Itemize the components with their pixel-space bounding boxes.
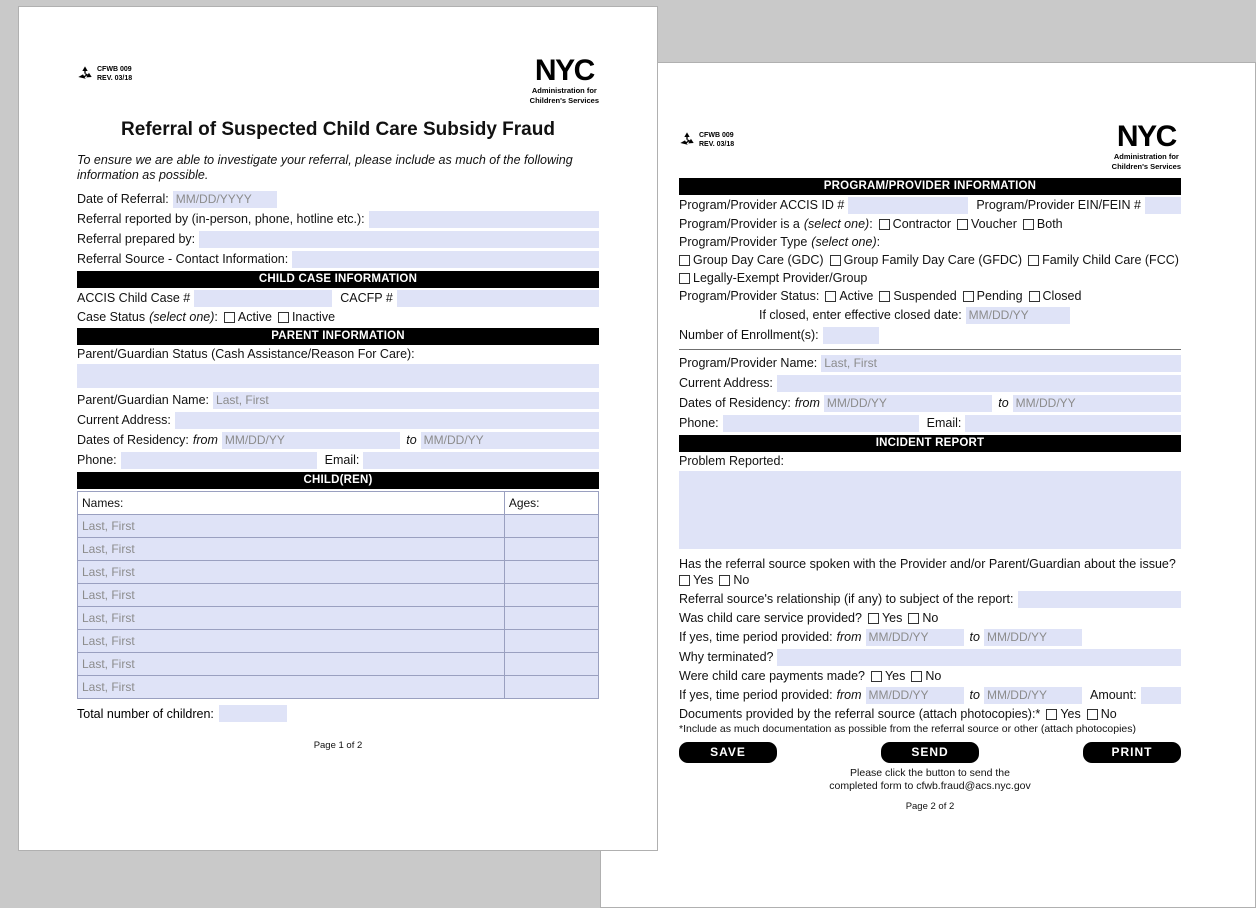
provider-type-colon: : <box>876 235 881 249</box>
provider-type-note: (select one) <box>811 235 877 249</box>
parent-email-input[interactable] <box>363 452 599 469</box>
row-date-of-referral <box>77 191 599 208</box>
why-terminated-input[interactable] <box>777 649 1181 666</box>
row-prepared-by <box>77 231 599 248</box>
section-parent-information: PARENT INFORMATION <box>77 328 599 345</box>
closed-date-input[interactable]: MM/DD/YY <box>966 307 1070 324</box>
row-source-contact <box>77 251 599 268</box>
time-period-1-from-input[interactable]: MM/DD/YY <box>866 629 964 646</box>
label-service-no: No <box>922 611 939 625</box>
label-documents-yes: Yes <box>1060 707 1081 721</box>
checkbox-contractor[interactable] <box>879 219 890 230</box>
child-name-input[interactable]: Last, First <box>78 584 505 607</box>
provider-is-a-label: Program/Provider is a <box>679 217 800 231</box>
date-of-referral-input[interactable]: MM/DD/YYYY <box>173 191 277 208</box>
case-status-label: Case Status <box>77 310 146 324</box>
child-age-input[interactable] <box>504 676 598 699</box>
enrollments-input[interactable] <box>823 327 879 344</box>
form-id-line2: REV. 03/18 <box>699 141 735 148</box>
table-row <box>78 584 599 607</box>
send-instructions-line2: completed form to cfwb.fraud@acs.nyc.gov <box>829 780 1031 792</box>
row-why-terminated <box>679 649 1181 666</box>
prepared-by-label: Referral prepared by: <box>77 232 196 246</box>
documents-provided-label: Documents provided by the referral source (attach photocopies):* <box>679 707 1041 721</box>
child-age-input[interactable] <box>504 561 598 584</box>
recycle-icon <box>77 65 93 81</box>
problem-reported-label: Problem Reported: <box>679 454 784 468</box>
table-header-row <box>78 492 599 515</box>
label-payments-no: No <box>925 669 942 683</box>
child-name-input[interactable]: Last, First <box>78 653 505 676</box>
service-provided-label: Was child care service provided? <box>679 611 862 625</box>
page2-footer: Page 2 of 2 <box>905 801 955 812</box>
intro-text: To ensure we are able to investigate your referral, please include as much of the following information as possible. <box>77 153 573 182</box>
checkbox-status-active[interactable] <box>825 291 836 302</box>
payments-made-label: Were child care payments made? <box>679 669 865 683</box>
action-buttons <box>679 742 1181 763</box>
row-case-status <box>77 310 599 325</box>
child-age-input[interactable] <box>504 607 598 630</box>
child-age-input[interactable] <box>504 515 598 538</box>
label-fcc: Family Child Care (FCC) <box>1042 253 1179 267</box>
time-period-2-to-label: to <box>969 688 980 702</box>
checkbox-case-inactive[interactable] <box>278 312 289 323</box>
checkbox-payments-no[interactable] <box>911 671 922 682</box>
row-relationship <box>679 591 1181 608</box>
checkbox-documents-no[interactable] <box>1087 709 1098 720</box>
column-header-names: Names: <box>78 492 505 515</box>
provider-type-label: Program/Provider Type <box>679 235 808 249</box>
row-reported-by <box>77 211 599 228</box>
parent-name-label: Parent/Guardian Name: <box>77 393 210 407</box>
nyc-wordmark: NYC <box>1116 120 1176 153</box>
documents-footnote: *Include as much documentation as possible from the referral source or other (attach photocopies) <box>679 723 1136 735</box>
nyc-sub-line2: Children's Services <box>1111 162 1181 171</box>
parent-residency-to-input[interactable]: MM/DD/YY <box>421 432 599 449</box>
spoken-with-provider-label: Has the referral source spoken with the Provider and/or Parent/Guardian about the issue? <box>679 557 1176 571</box>
nyc-logo-page2 <box>1111 120 1181 171</box>
child-name-input[interactable]: Last, First <box>78 630 505 653</box>
provider-status-label: Program/Provider Status: <box>679 289 820 303</box>
child-age-input[interactable] <box>504 653 598 676</box>
nyc-sub-line1: Administration for <box>531 86 597 95</box>
nyc-logo-page1 <box>529 54 599 105</box>
date-of-referral-label: Date of Referral: <box>77 192 169 206</box>
program-accis-label: Program/Provider ACCIS ID # <box>679 198 845 212</box>
table-row <box>78 630 599 653</box>
provider-residency-to-input[interactable]: MM/DD/YY <box>1013 395 1181 412</box>
checkbox-gdc[interactable] <box>679 255 690 266</box>
reported-by-input[interactable] <box>369 211 599 228</box>
provider-name-label: Program/Provider Name: <box>679 356 818 370</box>
parent-email-label: Email: <box>324 453 360 467</box>
parent-name-input[interactable]: Last, First <box>213 392 599 409</box>
checkbox-documents-yes[interactable] <box>1046 709 1057 720</box>
row-service-provided <box>679 611 1181 626</box>
send-instructions <box>679 767 1181 793</box>
parent-address-label: Current Address: <box>77 413 171 427</box>
time-period-2-to-input[interactable]: MM/DD/YY <box>984 687 1082 704</box>
nyc-sub-line2: Children's Services <box>529 96 599 105</box>
row-provider-status <box>679 289 1181 304</box>
time-period-1-to-label: to <box>969 630 980 644</box>
parent-residency-to-label: to <box>406 433 417 447</box>
checkbox-gfdc[interactable] <box>830 255 841 266</box>
provider-email-input[interactable] <box>965 415 1181 432</box>
row-time-period-1 <box>679 629 1181 646</box>
cacfp-input[interactable] <box>397 290 599 307</box>
checkbox-status-suspended[interactable] <box>879 291 890 302</box>
row-spoken-label <box>679 557 1181 572</box>
checkbox-both[interactable] <box>1023 219 1034 230</box>
form-id-page1 <box>97 65 132 83</box>
nyc-wordmark: NYC <box>534 54 594 87</box>
provider-email-label: Email: <box>926 416 962 430</box>
label-spoken-no: No <box>733 573 750 587</box>
child-name-input[interactable]: Last, First <box>78 515 505 538</box>
row-provider-type-options-1 <box>679 253 1181 268</box>
checkbox-status-pending[interactable] <box>963 291 974 302</box>
row-provider-phone-email <box>679 415 1181 432</box>
section-program-provider: PROGRAM/PROVIDER INFORMATION <box>679 178 1181 195</box>
parent-residency-from-input[interactable]: MM/DD/YY <box>222 432 400 449</box>
checkbox-spoken-yes[interactable] <box>679 575 690 586</box>
problem-reported-textarea[interactable] <box>679 471 1181 549</box>
label-legally-exempt: Legally-Exempt Provider/Group <box>693 271 868 285</box>
label-both: Both <box>1036 217 1063 231</box>
parent-phone-input[interactable] <box>121 452 317 469</box>
time-period-1-from-label: from <box>836 630 862 644</box>
label-gdc: Group Day Care (GDC) <box>693 253 824 267</box>
program-ein-label: Program/Provider EIN/FEIN # <box>976 198 1141 212</box>
table-row <box>78 607 599 630</box>
nyc-sub-line1: Administration for <box>1113 152 1179 161</box>
row-parent-name <box>77 392 599 409</box>
row-provider-type-label <box>679 235 1181 250</box>
closed-date-label: If closed, enter effective closed date: <box>759 308 962 322</box>
program-accis-input[interactable] <box>848 197 968 214</box>
row-time-period-2 <box>679 687 1181 704</box>
table-row <box>78 515 599 538</box>
table-row <box>78 676 599 699</box>
reported-by-label: Referral reported by (in-person, phone, hotline etc.): <box>77 212 365 226</box>
label-status-suspended: Suspended <box>893 289 957 303</box>
label-voucher: Voucher <box>971 217 1017 231</box>
page1-header <box>77 54 599 109</box>
checkbox-case-active[interactable] <box>224 312 235 323</box>
time-period-label-1: If yes, time period provided: <box>679 630 833 644</box>
form-page-2 <box>600 62 1256 908</box>
time-period-2-from-label: from <box>836 688 862 702</box>
row-payments-made <box>679 669 1181 684</box>
row-accis-ein <box>679 197 1181 214</box>
why-terminated-label: Why terminated? <box>679 650 774 664</box>
total-children-input[interactable] <box>219 705 287 722</box>
row-provider-is-a <box>679 217 1181 232</box>
parent-status-label: Parent/Guardian Status (Cash Assistance/Reason For Care): <box>77 347 415 361</box>
checkbox-fcc[interactable] <box>1028 255 1039 266</box>
section-incident-report: INCIDENT REPORT <box>679 435 1181 452</box>
amount-input[interactable] <box>1141 687 1181 704</box>
page-title: Referral of Suspected Child Care Subsidy Fraud <box>121 119 555 140</box>
row-parent-status-label <box>77 347 599 362</box>
form-id-line1: CFWB 009 <box>97 66 132 73</box>
time-period-1-to-input[interactable]: MM/DD/YY <box>984 629 1082 646</box>
provider-is-a-note: (select one) <box>803 217 870 231</box>
column-header-ages: Ages: <box>504 492 598 515</box>
child-name-input[interactable]: Last, First <box>78 607 505 630</box>
provider-name-input[interactable]: Last, First <box>821 355 1181 372</box>
parent-address-input[interactable] <box>175 412 599 429</box>
label-status-closed: Closed <box>1042 289 1082 303</box>
label-documents-no: No <box>1100 707 1117 721</box>
child-age-input[interactable] <box>504 630 598 653</box>
case-status-colon: : <box>214 310 218 324</box>
source-contact-label: Referral Source - Contact Information: <box>77 252 289 266</box>
enrollments-label: Number of Enrollment(s): <box>679 328 819 342</box>
provider-residency-from-label: from <box>794 396 820 410</box>
checkbox-status-closed[interactable] <box>1029 291 1040 302</box>
section-children: CHILD(REN) <box>77 472 599 489</box>
relationship-label: Referral source's relationship (if any) to subject of the report: <box>679 592 1014 606</box>
provider-phone-label: Phone: <box>679 416 719 430</box>
row-provider-name <box>679 355 1181 372</box>
row-total-children <box>77 705 599 722</box>
table-row <box>78 653 599 676</box>
provider-address-input[interactable] <box>777 375 1181 392</box>
print-button[interactable]: PRINT <box>1083 742 1181 763</box>
form-id-page2 <box>699 131 734 149</box>
provider-address-label: Current Address: <box>679 376 773 390</box>
row-spoken-options <box>679 573 1181 588</box>
section-child-case-information: CHILD CASE INFORMATION <box>77 271 599 288</box>
child-name-input[interactable]: Last, First <box>78 561 505 584</box>
row-closed-date <box>679 307 1181 324</box>
source-contact-input[interactable] <box>292 251 599 268</box>
children-table <box>77 491 599 699</box>
row-parent-residency <box>77 432 599 449</box>
save-button[interactable]: SAVE <box>679 742 777 763</box>
checkbox-service-no[interactable] <box>908 613 919 624</box>
parent-residency-label: Dates of Residency: <box>77 433 189 447</box>
label-status-pending: Pending <box>976 289 1023 303</box>
parent-phone-label: Phone: <box>77 453 117 467</box>
checkbox-payments-yes[interactable] <box>871 671 882 682</box>
child-name-input[interactable]: Last, First <box>78 538 505 561</box>
parent-residency-from-label: from <box>192 433 218 447</box>
accis-child-case-label: ACCIS Child Case # <box>77 291 191 305</box>
page2-header <box>679 120 1181 175</box>
recycle-icon <box>679 131 695 147</box>
row-documents-provided <box>679 707 1181 722</box>
row-parent-address <box>77 412 599 429</box>
form-id-line1: CFWB 009 <box>699 132 734 139</box>
accis-child-case-input[interactable] <box>194 290 332 307</box>
provider-residency-label: Dates of Residency: <box>679 396 791 410</box>
row-enrollments <box>679 327 1181 344</box>
amount-label: Amount: <box>1089 688 1137 702</box>
send-button[interactable]: SEND <box>881 742 979 763</box>
label-contractor: Contractor <box>892 217 952 231</box>
label-status-active: Active <box>839 289 874 303</box>
total-children-label: Total number of children: <box>77 706 214 721</box>
time-period-label-2: If yes, time period provided: <box>679 688 833 702</box>
row-provider-type-options-2 <box>679 271 1181 286</box>
row-accis-cacfp <box>77 290 599 307</box>
provider-residency-to-label: to <box>998 396 1009 410</box>
send-instructions-line1: Please click the button to send the <box>850 767 1010 779</box>
child-name-input[interactable]: Last, First <box>78 676 505 699</box>
provider-phone-input[interactable] <box>723 415 919 432</box>
provider-residency-from-input[interactable]: MM/DD/YY <box>824 395 992 412</box>
checkbox-spoken-no[interactable] <box>719 575 730 586</box>
checkbox-service-yes[interactable] <box>868 613 879 624</box>
provider-is-a-colon: : <box>869 217 873 231</box>
label-case-active: Active <box>237 310 272 324</box>
form-page-1 <box>18 6 658 851</box>
table-row <box>78 538 599 561</box>
divider-program <box>679 349 1181 350</box>
label-gfdc: Group Family Day Care (GFDC) <box>843 253 1023 267</box>
label-payments-yes: Yes <box>884 669 906 683</box>
label-case-inactive: Inactive <box>291 310 336 324</box>
time-period-2-from-input[interactable]: MM/DD/YY <box>866 687 964 704</box>
program-ein-input[interactable] <box>1145 197 1181 214</box>
prepared-by-input[interactable] <box>199 231 599 248</box>
child-age-input[interactable] <box>504 538 598 561</box>
label-service-yes: Yes <box>881 611 903 625</box>
relationship-input[interactable] <box>1018 591 1182 608</box>
page1-footer: Page 1 of 2 <box>313 740 363 751</box>
case-status-note: (select one) <box>149 310 215 324</box>
label-spoken-yes: Yes <box>693 573 714 587</box>
checkbox-voucher[interactable] <box>957 219 968 230</box>
checkbox-legally-exempt[interactable] <box>679 273 690 284</box>
cacfp-label: CACFP # <box>340 291 393 305</box>
child-age-input[interactable] <box>504 584 598 607</box>
row-problem-reported-label <box>679 454 1181 469</box>
table-row <box>78 561 599 584</box>
row-parent-phone-email <box>77 452 599 469</box>
parent-status-input[interactable] <box>77 364 599 388</box>
row-provider-address <box>679 375 1181 392</box>
form-id-line2: REV. 03/18 <box>97 75 133 82</box>
row-provider-residency <box>679 395 1181 412</box>
